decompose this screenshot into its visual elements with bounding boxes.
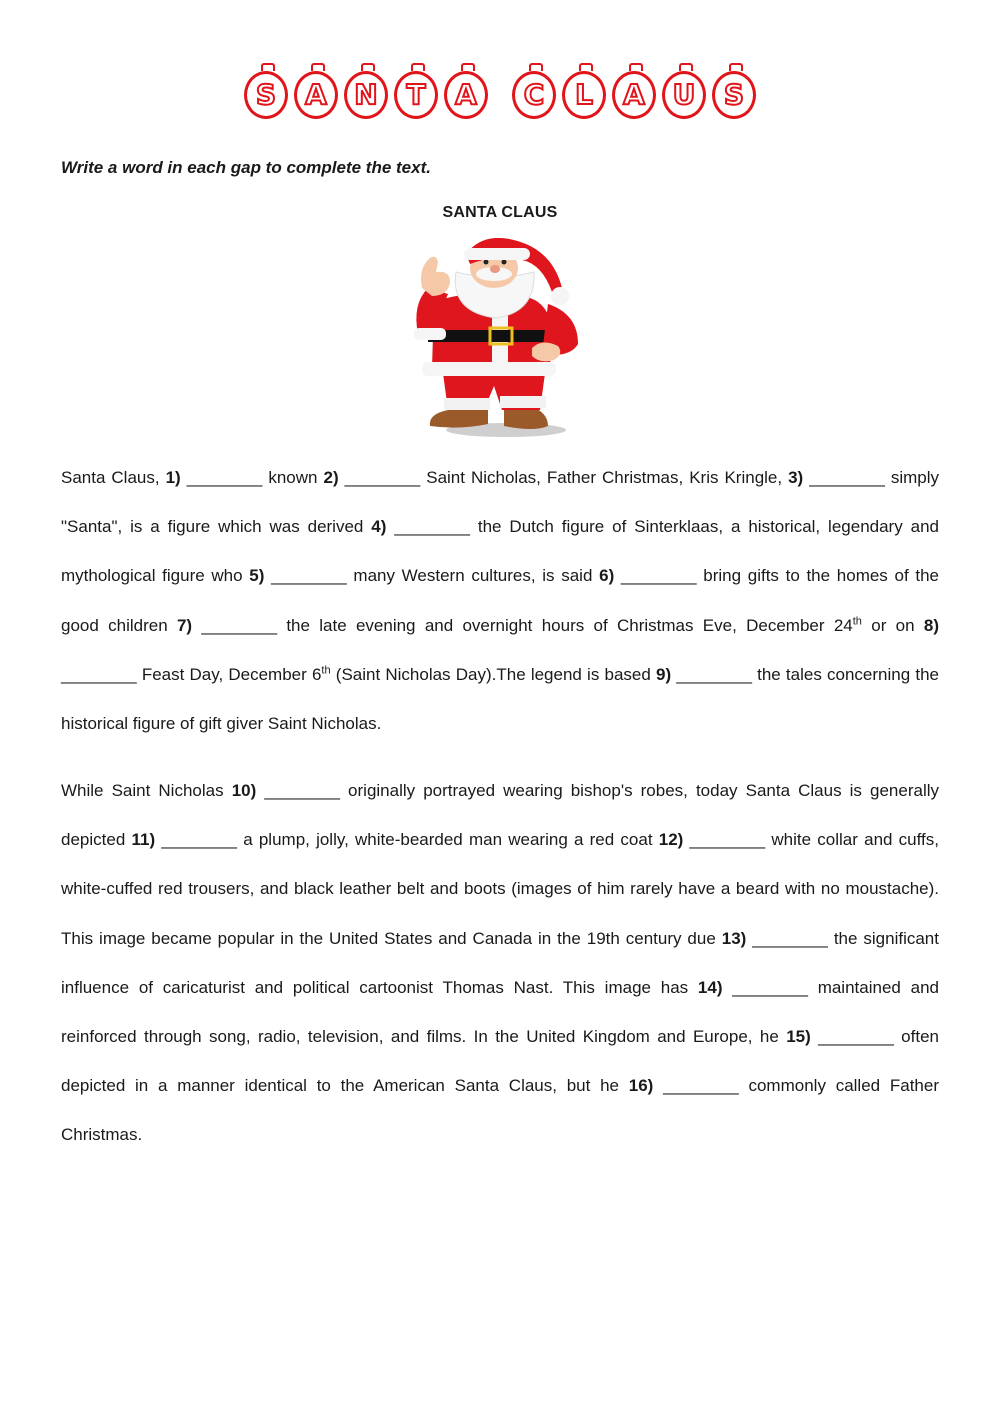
- title-letter: U: [672, 78, 696, 111]
- title-ornament: [441, 63, 491, 119]
- title-ornament: [341, 63, 391, 119]
- gap-blank[interactable]: ________: [394, 517, 470, 537]
- text-segment: known: [262, 468, 324, 487]
- gap-number: 5): [249, 566, 265, 586]
- title-letter: C: [523, 78, 545, 111]
- text-segment: the significant influence of caricaturist and political cartoonist Thomas Nast. This image has: [61, 928, 939, 997]
- title-letter: A: [623, 78, 645, 111]
- title-letter: A: [305, 78, 327, 111]
- gap-blank[interactable]: ________: [732, 977, 808, 997]
- gap-number: 15): [786, 1027, 811, 1047]
- ornament-title: [0, 60, 1000, 122]
- title-ornament: [709, 63, 759, 119]
- gap-number: 11): [131, 830, 156, 850]
- gap-number: 2): [323, 468, 339, 487]
- title-ornament: [291, 63, 341, 119]
- text-segment: the tales concerning the historical figure of gift giver Saint Nicholas.: [61, 664, 939, 734]
- superscript: th: [321, 664, 331, 677]
- title-ornament: [609, 63, 659, 119]
- gap-number: 8): [923, 615, 939, 635]
- title-letter: S: [723, 78, 745, 111]
- text-segment: (Saint Nicholas Day).The legend is based: [330, 664, 656, 684]
- paragraph-2: [61, 766, 939, 1160]
- text-segment: Saint Nicholas, Father Christmas, Kris Kringle,: [420, 468, 789, 487]
- paragraph-1: [61, 453, 939, 748]
- gap-blank[interactable]: ________: [161, 830, 237, 850]
- title-letter: S: [255, 78, 277, 111]
- text-segment: a plump, jolly, white-bearded man wearing a red coat: [236, 830, 659, 850]
- gap-number: 9): [656, 664, 672, 684]
- superscript: th: [852, 614, 862, 627]
- section-title: SANTA CLAUS: [442, 204, 558, 221]
- text-segment: the Dutch figure of Sinterklaas, a historical, legendary and mythological figure who: [61, 517, 939, 586]
- gap-blank[interactable]: ________: [676, 664, 752, 684]
- title-letter: T: [406, 78, 426, 111]
- text-segment: originally portrayed wearing bishop's robes, today Santa Claus is generally depicted: [61, 781, 939, 850]
- text-segment: Santa Claus,: [61, 468, 166, 487]
- gap-blank[interactable]: ________: [752, 928, 828, 948]
- gap-blank[interactable]: ________: [620, 566, 697, 586]
- text-segment: commonly called Father Christmas.: [61, 1076, 939, 1145]
- gap-blank[interactable]: ________: [689, 830, 766, 850]
- santa-claus-icon: [408, 238, 604, 438]
- gap-blank[interactable]: ________: [271, 566, 347, 586]
- gap-number: 14): [697, 977, 723, 997]
- gap-number: 7): [176, 615, 193, 635]
- gap-blank[interactable]: ________: [809, 468, 885, 487]
- gap-number: 16): [628, 1076, 654, 1096]
- title-ornament: [659, 63, 709, 119]
- title-ornament: [559, 63, 609, 119]
- gap-number: 13): [721, 928, 747, 948]
- gap-number: 4): [371, 517, 387, 537]
- gap-number: 10): [231, 781, 257, 800]
- title-letter: N: [354, 78, 378, 111]
- title-ornament: [241, 63, 291, 119]
- text-segment: the late evening and overnight hours of Christmas Eve, December 24: [277, 615, 853, 635]
- title-ornament: [509, 63, 559, 119]
- title-letter: L: [575, 78, 593, 111]
- text-segment: While Saint Nicholas: [61, 781, 232, 800]
- text-segment: maintained and reinforced through song, radio, television, and films. In the United Kingdom and Europe, he: [61, 977, 939, 1047]
- gap-blank[interactable]: ________: [344, 468, 421, 487]
- gap-number: 12): [658, 830, 684, 850]
- gap-blank[interactable]: ________: [201, 615, 278, 635]
- gap-blank[interactable]: ________: [818, 1027, 894, 1047]
- title-ornament: [391, 63, 441, 119]
- gap-number: 3): [788, 468, 804, 487]
- text-segment: Feast Day, December 6: [136, 664, 322, 684]
- gap-blank[interactable]: ________: [663, 1076, 739, 1096]
- gap-blank[interactable]: ________: [264, 781, 340, 800]
- text-segment: many Western cultures, is said: [346, 566, 600, 586]
- gap-number: 6): [599, 566, 615, 586]
- text-segment: white collar and cuffs, white-cuffed red trousers, and black leather belt and boots (images of him rarely have a beard with no moustache). This image became popular in the United States and Canada in the 19th century due: [61, 830, 939, 948]
- gap-blank[interactable]: ________: [186, 468, 263, 487]
- gap-blank[interactable]: ________: [61, 664, 137, 684]
- instruction-text: Write a word in each gap to complete the text.: [61, 158, 431, 177]
- text-segment: or on: [861, 615, 924, 635]
- text-segment: bring gifts to the homes of the good children: [61, 566, 939, 635]
- gap-number: 1): [165, 468, 181, 487]
- text-segment: simply "Santa", is a figure which was derived: [61, 468, 940, 537]
- text-segment: often depicted in a manner identical to the American Santa Claus, but he: [61, 1027, 939, 1096]
- title-letter: A: [455, 78, 477, 111]
